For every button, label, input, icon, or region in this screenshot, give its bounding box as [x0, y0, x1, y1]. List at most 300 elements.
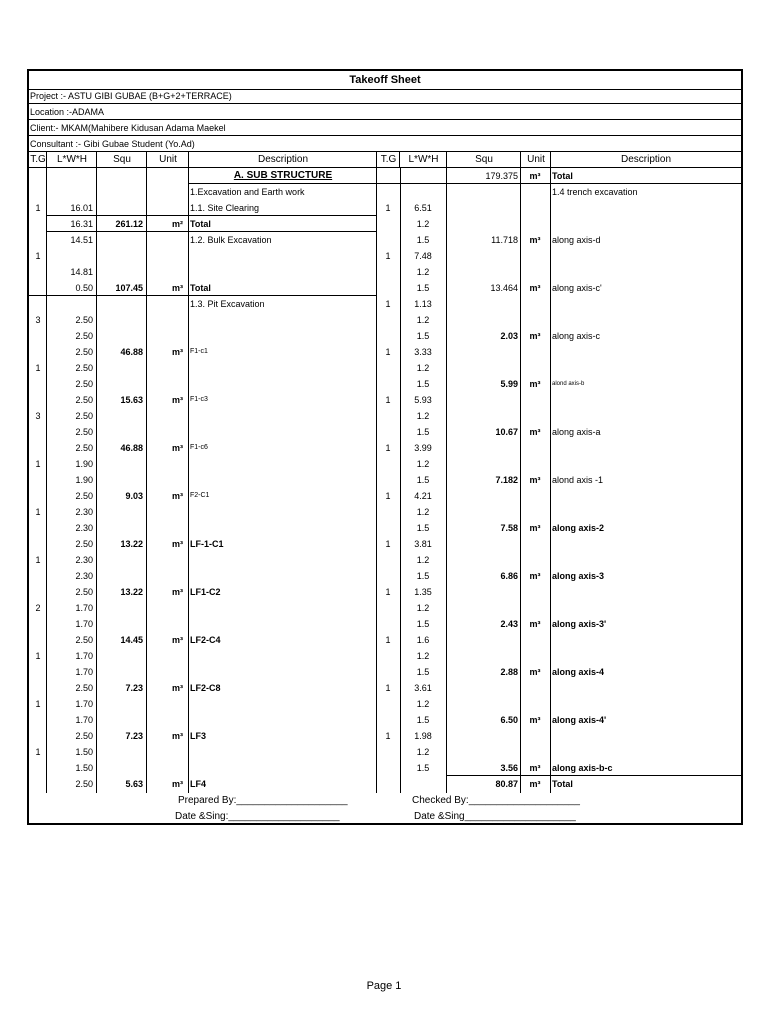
date-sign-right: Date &Sing____________________ — [414, 811, 576, 822]
left-unit-cell — [147, 520, 183, 536]
left-lwh-cell: 2.30 — [75, 571, 93, 581]
left-lwh-cell: 1.70 — [75, 603, 93, 613]
left-lwh-cell — [47, 248, 93, 264]
left-squ-cell — [97, 520, 143, 536]
right-squ-cell: 3.56 — [500, 763, 518, 773]
left-lwh-cell: 14.51 — [70, 235, 93, 245]
left-tg-cell — [32, 760, 44, 776]
left-tg-cell: 3 — [35, 411, 41, 421]
left-description-cell — [190, 648, 376, 664]
left-tg-cell: 1 — [35, 747, 41, 757]
right-unit-cell: m³ — [529, 619, 541, 629]
right-lwh-cell: 1.98 — [414, 731, 432, 741]
left-squ-cell: 261.12 — [115, 219, 143, 229]
right-lwh-cell: 1.5 — [416, 523, 430, 533]
right-tg-cell — [378, 312, 398, 328]
left-tg-cell — [32, 344, 44, 360]
left-tg-cell — [32, 776, 44, 792]
right-tg-cell — [378, 664, 398, 680]
right-unit-cell — [521, 584, 549, 600]
right-lwh-cell: 3.33 — [414, 347, 432, 357]
left-unit-cell — [147, 744, 183, 760]
right-squ-cell — [447, 440, 518, 456]
right-squ-cell — [447, 216, 518, 232]
right-unit-cell — [521, 216, 549, 232]
left-squ-cell — [97, 504, 143, 520]
left-unit-cell — [147, 328, 183, 344]
right-squ-cell — [447, 504, 518, 520]
right-unit-cell — [521, 200, 549, 216]
right-squ-cell: 2.43 — [500, 619, 518, 629]
right-description-cell: alond axis-b — [552, 381, 585, 387]
right-unit-cell: m³ — [529, 763, 541, 773]
right-unit-cell: m³ — [529, 427, 541, 437]
right-description-cell — [552, 696, 740, 712]
header-description-left: Description — [189, 152, 377, 168]
right-lwh-cell: 3.81 — [414, 539, 432, 549]
right-tg-cell — [378, 264, 398, 280]
left-squ-cell: 14.45 — [120, 635, 143, 645]
left-unit-cell: m³ — [172, 347, 183, 357]
right-squ-cell — [447, 456, 518, 472]
right-description-cell — [552, 456, 740, 472]
right-lwh-cell: 1.2 — [416, 699, 430, 709]
right-tg-cell — [378, 696, 398, 712]
left-description-cell: LF2-C8 — [190, 683, 221, 693]
left-squ-cell — [97, 376, 143, 392]
right-squ-cell — [447, 744, 518, 760]
right-lwh-cell: 1.2 — [416, 459, 430, 469]
right-description-cell — [552, 216, 740, 232]
right-description-cell: along axis-3 — [552, 571, 605, 581]
left-description-cell — [190, 424, 376, 440]
right-description-cell: along axis-c — [552, 331, 601, 341]
right-tg-cell — [378, 712, 398, 728]
right-lwh-cell: 1.5 — [416, 715, 430, 725]
right-description-cell — [552, 648, 740, 664]
left-lwh-cell: 14.81 — [70, 267, 93, 277]
left-description-cell: LF2-C4 — [190, 635, 221, 645]
left-unit-cell — [147, 552, 183, 568]
left-unit-cell — [147, 456, 183, 472]
left-squ-cell — [97, 232, 143, 248]
header-unit-right: Unit — [521, 152, 551, 168]
right-description-cell — [552, 632, 740, 648]
header-squ-right: Squ — [447, 152, 521, 168]
right-tg-cell — [378, 216, 398, 232]
left-description-cell: Total — [190, 283, 211, 293]
left-squ-cell: 7.23 — [125, 731, 143, 741]
right-description-cell — [552, 200, 740, 216]
right-squ-cell: 2.03 — [500, 331, 518, 341]
right-lwh-cell: 5.93 — [414, 395, 432, 405]
left-description-cell: 1.2. Bulk Excavation — [190, 235, 272, 245]
right-unit-cell — [521, 312, 549, 328]
left-lwh-cell — [47, 168, 93, 184]
right-description-cell — [552, 264, 740, 280]
right-lwh-cell: 3.61 — [414, 683, 432, 693]
right-squ-cell — [447, 552, 518, 568]
left-tg-cell — [32, 216, 44, 232]
left-unit-cell — [147, 376, 183, 392]
left-tg-cell — [32, 392, 44, 408]
column-line — [550, 152, 551, 793]
right-description-cell: 1.4 trench excavation — [552, 187, 638, 197]
right-tg-cell — [378, 232, 398, 248]
right-squ-cell: 10.67 — [495, 427, 518, 437]
left-tg-cell — [32, 232, 44, 248]
right-description-cell: along axis-d — [552, 235, 601, 245]
left-tg-cell — [32, 536, 44, 552]
right-tg-cell: 1 — [385, 347, 391, 357]
left-unit-cell: m³ — [172, 539, 183, 549]
left-lwh-cell: 2.30 — [75, 523, 93, 533]
left-description-cell — [190, 456, 376, 472]
left-lwh-cell: 1.90 — [75, 475, 93, 485]
left-squ-cell: 107.45 — [115, 283, 143, 293]
right-tg-cell — [378, 328, 398, 344]
right-unit-cell — [521, 408, 549, 424]
right-squ-cell — [447, 408, 518, 424]
right-description-cell — [552, 488, 740, 504]
right-unit-cell: m³ — [529, 523, 541, 533]
left-description-cell — [190, 568, 376, 584]
right-unit-cell — [521, 680, 549, 696]
left-tg-cell — [32, 440, 44, 456]
right-tg-cell — [378, 552, 398, 568]
sheet-title: Takeoff Sheet — [29, 71, 741, 90]
left-tg-cell: 1 — [35, 363, 41, 373]
right-tg-cell — [378, 168, 398, 184]
left-description-cell: F1-c3 — [190, 396, 208, 403]
right-lwh-cell: 1.13 — [414, 299, 432, 309]
right-squ-cell — [447, 312, 518, 328]
right-tg-cell — [378, 744, 398, 760]
right-squ-cell — [447, 264, 518, 280]
right-lwh-cell: 6.51 — [414, 203, 432, 213]
left-lwh-cell: 2.30 — [75, 507, 93, 517]
left-description-cell — [190, 520, 376, 536]
right-description-cell — [552, 296, 740, 312]
right-lwh-cell: 1.5 — [416, 667, 430, 677]
left-squ-cell — [97, 456, 143, 472]
takeoff-sheet — [27, 69, 743, 825]
left-unit-cell — [147, 200, 183, 216]
right-lwh-cell: 1.2 — [416, 363, 430, 373]
left-unit-cell — [147, 600, 183, 616]
left-tg-cell: 3 — [35, 315, 41, 325]
left-unit-cell — [147, 696, 183, 712]
right-description-cell — [552, 360, 740, 376]
left-lwh-cell: 2.50 — [75, 635, 93, 645]
right-squ-cell — [447, 584, 518, 600]
left-unit-cell — [147, 504, 183, 520]
right-unit-cell — [521, 184, 549, 200]
left-description-cell — [190, 376, 376, 392]
left-lwh-cell: 1.90 — [75, 459, 93, 469]
right-description-cell — [552, 744, 740, 760]
left-tg-cell — [32, 280, 44, 296]
right-tg-cell — [378, 280, 398, 296]
right-unit-cell: m³ — [529, 667, 541, 677]
left-lwh-cell: 2.50 — [75, 427, 93, 437]
project-line: Project :- ASTU GIBI GUBAE (B+G+2+TERRACE) — [29, 88, 741, 104]
right-lwh-cell: 1.2 — [416, 555, 430, 565]
header-unit-left: Unit — [147, 152, 189, 168]
right-unit-cell — [521, 360, 549, 376]
right-lwh-cell: 1.5 — [416, 619, 430, 629]
right-squ-cell — [447, 200, 518, 216]
right-description-cell — [552, 408, 740, 424]
right-tg-cell — [378, 760, 398, 776]
right-unit-cell: m³ — [529, 475, 541, 485]
right-unit-cell — [521, 600, 549, 616]
right-squ-cell — [447, 488, 518, 504]
right-tg-cell — [378, 568, 398, 584]
left-squ-cell: 7.23 — [125, 683, 143, 693]
left-tg-cell: 1 — [35, 699, 41, 709]
left-unit-cell — [147, 760, 183, 776]
left-squ-cell — [97, 664, 143, 680]
left-description-cell: 1.1. Site Clearing — [190, 203, 260, 213]
left-squ-cell — [97, 616, 143, 632]
left-squ-cell: 9.03 — [125, 491, 143, 501]
left-description-cell — [190, 408, 376, 424]
right-unit-cell — [521, 456, 549, 472]
right-lwh-cell: 1.5 — [416, 379, 430, 389]
right-squ-cell — [447, 184, 518, 200]
right-lwh-cell: 1.5 — [416, 283, 430, 293]
header-lwh-right: L*W*H — [400, 152, 447, 168]
left-unit-cell — [147, 184, 183, 200]
left-squ-cell — [97, 328, 143, 344]
right-unit-cell: m³ — [529, 171, 541, 181]
left-tg-cell — [32, 664, 44, 680]
left-description-cell: LF4 — [190, 779, 207, 789]
left-lwh-cell: 2.50 — [75, 683, 93, 693]
right-squ-cell: 6.86 — [500, 571, 518, 581]
left-squ-cell — [97, 200, 143, 216]
right-tg-cell — [378, 504, 398, 520]
left-lwh-cell: 2.50 — [75, 411, 93, 421]
right-description-cell: alond axis -1 — [552, 475, 604, 485]
left-squ-cell: 46.88 — [120, 347, 143, 357]
right-squ-cell — [447, 536, 518, 552]
column-line — [188, 152, 189, 793]
left-description-cell: 1.3. Pit Excavation — [190, 299, 265, 309]
left-squ-cell — [97, 312, 143, 328]
right-tg-cell: 1 — [385, 539, 391, 549]
left-squ-cell — [97, 168, 143, 184]
left-lwh-cell: 1.50 — [75, 747, 93, 757]
left-lwh-cell: 2.50 — [75, 347, 93, 357]
right-description-cell — [552, 728, 740, 744]
right-tg-cell — [378, 184, 398, 200]
right-tg-cell — [378, 376, 398, 392]
left-tg-cell: 1 — [35, 459, 41, 469]
left-squ-cell: 5.63 — [125, 779, 143, 789]
left-unit-cell — [147, 408, 183, 424]
left-description-cell — [190, 600, 376, 616]
left-tg-cell: 2 — [35, 603, 41, 613]
left-description-cell — [190, 472, 376, 488]
left-description-cell: F2-C1 — [190, 492, 210, 499]
right-squ-cell — [447, 600, 518, 616]
right-unit-cell — [521, 632, 549, 648]
left-lwh-cell: 2.50 — [75, 331, 93, 341]
right-description-cell — [552, 344, 740, 360]
right-tg-cell — [378, 648, 398, 664]
right-squ-cell: 6.50 — [500, 715, 518, 725]
right-unit-cell — [521, 744, 549, 760]
right-lwh-cell: 1.2 — [416, 411, 430, 421]
right-lwh-cell: 3.99 — [414, 443, 432, 453]
right-lwh-cell: 1.5 — [416, 235, 430, 245]
left-tg-cell — [32, 424, 44, 440]
right-unit-cell: m³ — [529, 235, 541, 245]
right-squ-cell: 80.87 — [495, 779, 518, 789]
header-lwh-left: L*W*H — [47, 152, 97, 168]
right-squ-cell — [447, 632, 518, 648]
right-tg-cell: 1 — [385, 731, 391, 741]
left-unit-cell — [147, 616, 183, 632]
left-tg-cell: 1 — [35, 555, 41, 565]
right-squ-cell: 11.718 — [491, 235, 518, 245]
left-squ-cell — [97, 552, 143, 568]
left-lwh-cell: 2.50 — [75, 443, 93, 453]
left-lwh-cell: 1.70 — [75, 667, 93, 677]
right-tg-cell: 1 — [385, 251, 391, 261]
left-squ-cell — [97, 360, 143, 376]
left-description-cell: F1-c6 — [190, 444, 208, 451]
right-description-cell — [552, 680, 740, 696]
left-unit-cell: m³ — [172, 587, 183, 597]
left-tg-cell — [32, 488, 44, 504]
header-tg-left: T.G — [29, 152, 47, 168]
right-unit-cell: m³ — [529, 283, 541, 293]
right-unit-cell — [521, 648, 549, 664]
left-tg-cell — [32, 584, 44, 600]
left-lwh-cell: 2.50 — [75, 363, 93, 373]
right-description-cell — [552, 312, 740, 328]
left-lwh-cell: 1.70 — [75, 699, 93, 709]
column-line — [399, 152, 400, 168]
right-unit-cell — [521, 696, 549, 712]
left-tg-cell — [32, 472, 44, 488]
left-unit-cell — [147, 472, 183, 488]
left-squ-cell — [97, 248, 143, 264]
right-unit-cell: m³ — [529, 379, 541, 389]
right-description-cell: Total — [552, 171, 573, 181]
left-description-cell — [190, 312, 376, 328]
left-squ-cell: 13.22 — [120, 539, 143, 549]
right-unit-cell — [521, 264, 549, 280]
left-squ-cell: 46.88 — [120, 443, 143, 453]
left-unit-cell: m³ — [172, 779, 183, 789]
right-tg-cell — [378, 456, 398, 472]
right-unit-cell — [521, 296, 549, 312]
right-squ-cell: 179.375 — [485, 171, 518, 181]
right-description-cell: along axis-4' — [552, 715, 607, 725]
right-description-cell: along axis-b-c — [552, 763, 613, 773]
right-description-cell: Total — [552, 779, 573, 789]
left-tg-cell — [32, 632, 44, 648]
right-lwh-cell — [401, 184, 445, 200]
left-unit-cell — [147, 360, 183, 376]
left-description-cell — [190, 264, 376, 280]
right-description-cell — [552, 248, 740, 264]
right-unit-cell — [521, 552, 549, 568]
right-description-cell — [552, 536, 740, 552]
right-lwh-cell: 1.2 — [416, 747, 430, 757]
left-unit-cell — [147, 296, 183, 312]
left-tg-cell — [32, 264, 44, 280]
left-squ-cell — [97, 264, 143, 280]
right-lwh-cell: 1.6 — [416, 635, 430, 645]
left-tg-cell — [32, 568, 44, 584]
left-unit-cell — [147, 264, 183, 280]
right-unit-cell: m³ — [529, 715, 541, 725]
left-squ-cell — [97, 696, 143, 712]
left-tg-cell — [32, 328, 44, 344]
right-tg-cell: 1 — [385, 203, 391, 213]
left-description-cell — [190, 552, 376, 568]
left-unit-cell — [147, 232, 183, 248]
column-line — [376, 152, 377, 793]
right-squ-cell: 5.99 — [500, 379, 518, 389]
consultant-line: Consultant :- Gibi Gubae Student (Yo.Ad) — [29, 136, 741, 152]
right-tg-cell: 1 — [385, 683, 391, 693]
left-tg-cell — [32, 184, 44, 200]
left-lwh-cell — [47, 296, 93, 312]
left-description-cell: LF-1-C1 — [190, 539, 224, 549]
right-tg-cell — [378, 408, 398, 424]
left-squ-cell — [97, 760, 143, 776]
left-description-cell — [190, 360, 376, 376]
left-lwh-cell: 2.50 — [75, 587, 93, 597]
right-tg-cell: 1 — [385, 299, 391, 309]
right-lwh-cell: 1.2 — [416, 651, 430, 661]
checked-by: Checked By:____________________ — [412, 795, 580, 806]
left-lwh-cell: 2.50 — [75, 779, 93, 789]
left-lwh-cell: 1.70 — [75, 715, 93, 725]
left-lwh-cell: 1.50 — [75, 763, 93, 773]
page-number: Page 1 — [366, 980, 402, 992]
right-unit-cell — [521, 344, 549, 360]
right-squ-cell — [447, 648, 518, 664]
left-description-cell: LF3 — [190, 731, 207, 741]
right-lwh-cell: 1.2 — [416, 267, 430, 277]
right-squ-cell — [447, 360, 518, 376]
right-squ-cell — [447, 696, 518, 712]
left-description-cell — [190, 744, 376, 760]
right-description-cell — [552, 440, 740, 456]
left-tg-cell — [32, 168, 44, 184]
right-unit-cell: m³ — [529, 571, 541, 581]
right-description-cell: along axis-3' — [552, 619, 607, 629]
left-unit-cell — [147, 712, 183, 728]
left-lwh-cell: 1.70 — [75, 619, 93, 629]
left-description-cell — [190, 248, 376, 264]
right-lwh-cell: 1.5 — [416, 427, 430, 437]
left-squ-cell — [97, 424, 143, 440]
left-unit-cell: m³ — [172, 491, 183, 501]
right-lwh-cell: 1.5 — [416, 331, 430, 341]
right-squ-cell: 7.182 — [495, 475, 518, 485]
left-description-cell: Total — [190, 219, 211, 229]
right-lwh-cell: 1.2 — [416, 315, 430, 325]
right-tg-cell — [378, 600, 398, 616]
